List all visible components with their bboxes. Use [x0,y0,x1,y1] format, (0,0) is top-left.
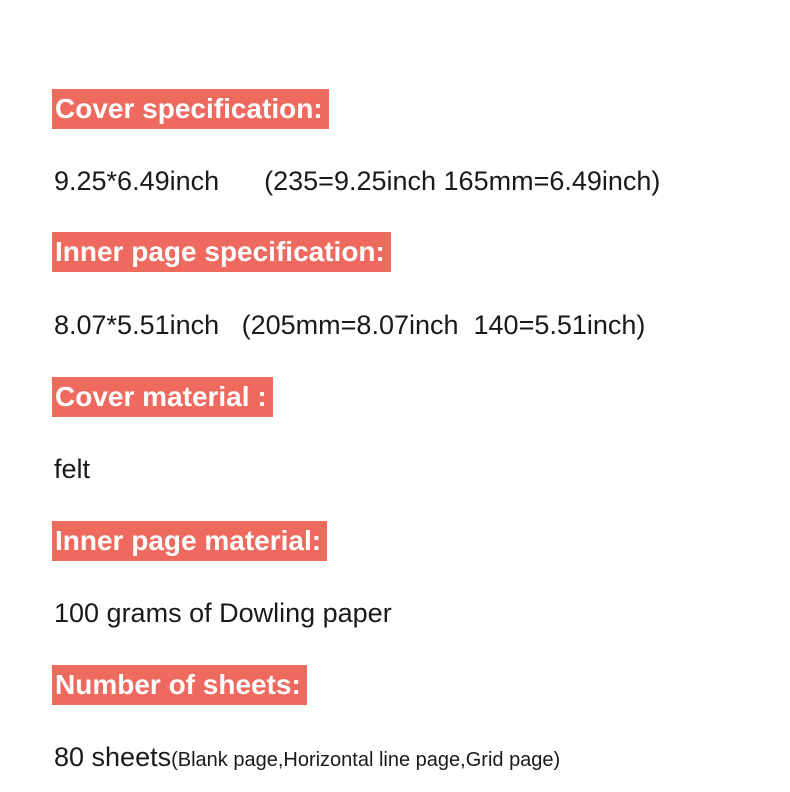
cover-material-heading: Cover material : [52,377,273,417]
inner-page-material-heading: Inner page material: [52,521,327,561]
sheet-count: 80 sheets [54,742,172,772]
number-of-sheets-heading: Number of sheets: [52,665,307,705]
inner-page-material-value: 100 grams of Dowling paper [54,598,392,628]
cover-material-value: felt [54,454,91,484]
cover-specification-heading: Cover specification: [52,89,329,129]
inner-page-specification-value: 8.07*5.51inch (205mm=8.07inch 140=5.51inch) [54,310,646,340]
cover-specification-value: 9.25*6.49inch (235=9.25inch 165mm=6.49inch) [54,166,661,196]
number-of-sheets-value [54,740,560,777]
page-types-note: (Blank page,Horizontal line page,Grid page) [171,749,561,771]
inner-page-specification-heading: Inner page specification: [52,232,391,272]
